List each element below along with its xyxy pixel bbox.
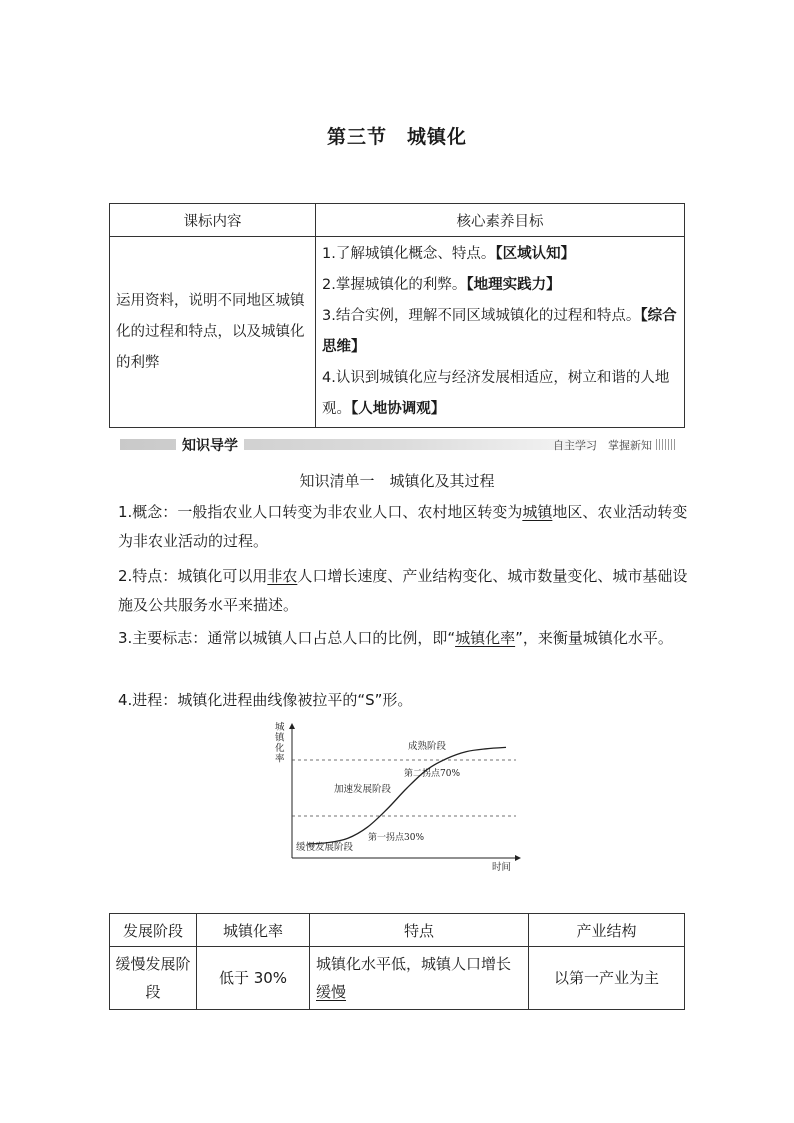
- page-title: 第三节 城镇化: [326, 126, 467, 148]
- header-standard-content: 课标内容: [110, 204, 316, 237]
- standards-table: [109, 203, 685, 428]
- header-features: 特点: [310, 914, 529, 947]
- section-bar: [120, 436, 676, 453]
- point-features: 2.特点：城镇化可以用非农人口增长速度、产业结构变化、城市数量变化、城市基础设施及公共服务水平来描述。: [118, 567, 688, 614]
- stage-table: [109, 913, 685, 1010]
- cell-rate: 低于 30%: [197, 947, 310, 1010]
- subheading: 知识清单一 城镇化及其过程: [299, 472, 495, 490]
- point-process: 4.进程：城镇化进程曲线像被拉平的“S”形。: [118, 691, 413, 709]
- cell-stage: 缓慢发展阶段: [110, 947, 197, 1010]
- goal-item: 4.认识到城镇化应与经济发展相适应，树立和谐的人地观。【人地协调观】: [322, 370, 670, 417]
- urbanization-chart: [268, 718, 528, 878]
- header-core-goals: 核心素养目标: [316, 204, 685, 237]
- goals-cell: [316, 237, 685, 428]
- inflection2-label: 第二拐点70%: [404, 769, 461, 779]
- header-stage: 发展阶段: [110, 914, 197, 947]
- y-axis-label: 城镇化率: [275, 722, 285, 765]
- stage-accel-label: 加速发展阶段: [334, 784, 392, 795]
- standard-content: 运用资料，说明不同地区城镇化的过程和特点，以及城镇化的利弊: [110, 237, 316, 428]
- goal-item: 2.掌握城镇化的利弊。【地理实践力】: [322, 277, 561, 293]
- goal-item: 3.结合实例，理解不同区域城镇化的过程和特点。【综合思维】: [322, 308, 677, 355]
- section-label: 知识导学: [176, 435, 244, 455]
- urbanization-curve: [308, 747, 506, 844]
- cell-features: 城镇化水平低，城镇人口增长缓慢: [310, 947, 529, 1010]
- point-concept: 1.概念：一般指农业人口转变为非农业人口、农村地区转变为城镇地区、农业活动转变为非农业活动的过程。: [118, 503, 688, 550]
- header-industry: 产业结构: [529, 914, 685, 947]
- cell-industry: 以第一产业为主: [529, 947, 685, 1010]
- point-indicator: 3.主要标志：通常以城镇人口占总人口的比例，即“城镇化率”，来衡量城镇化水平。: [118, 629, 673, 647]
- stage-mature-label: 成熟阶段: [408, 741, 447, 752]
- stage-slow-label: 缓慢发展阶段: [296, 842, 354, 853]
- section-right-label: 自主学习 掌握新知: [553, 439, 652, 452]
- table-row: [110, 947, 685, 1010]
- header-rate: 城镇化率: [197, 914, 310, 947]
- goal-item: 1.了解城镇化概念、特点。【区域认知】: [322, 246, 576, 262]
- inflection1-label: 第一拐点30%: [368, 833, 425, 843]
- x-axis-label: 时间: [492, 862, 512, 873]
